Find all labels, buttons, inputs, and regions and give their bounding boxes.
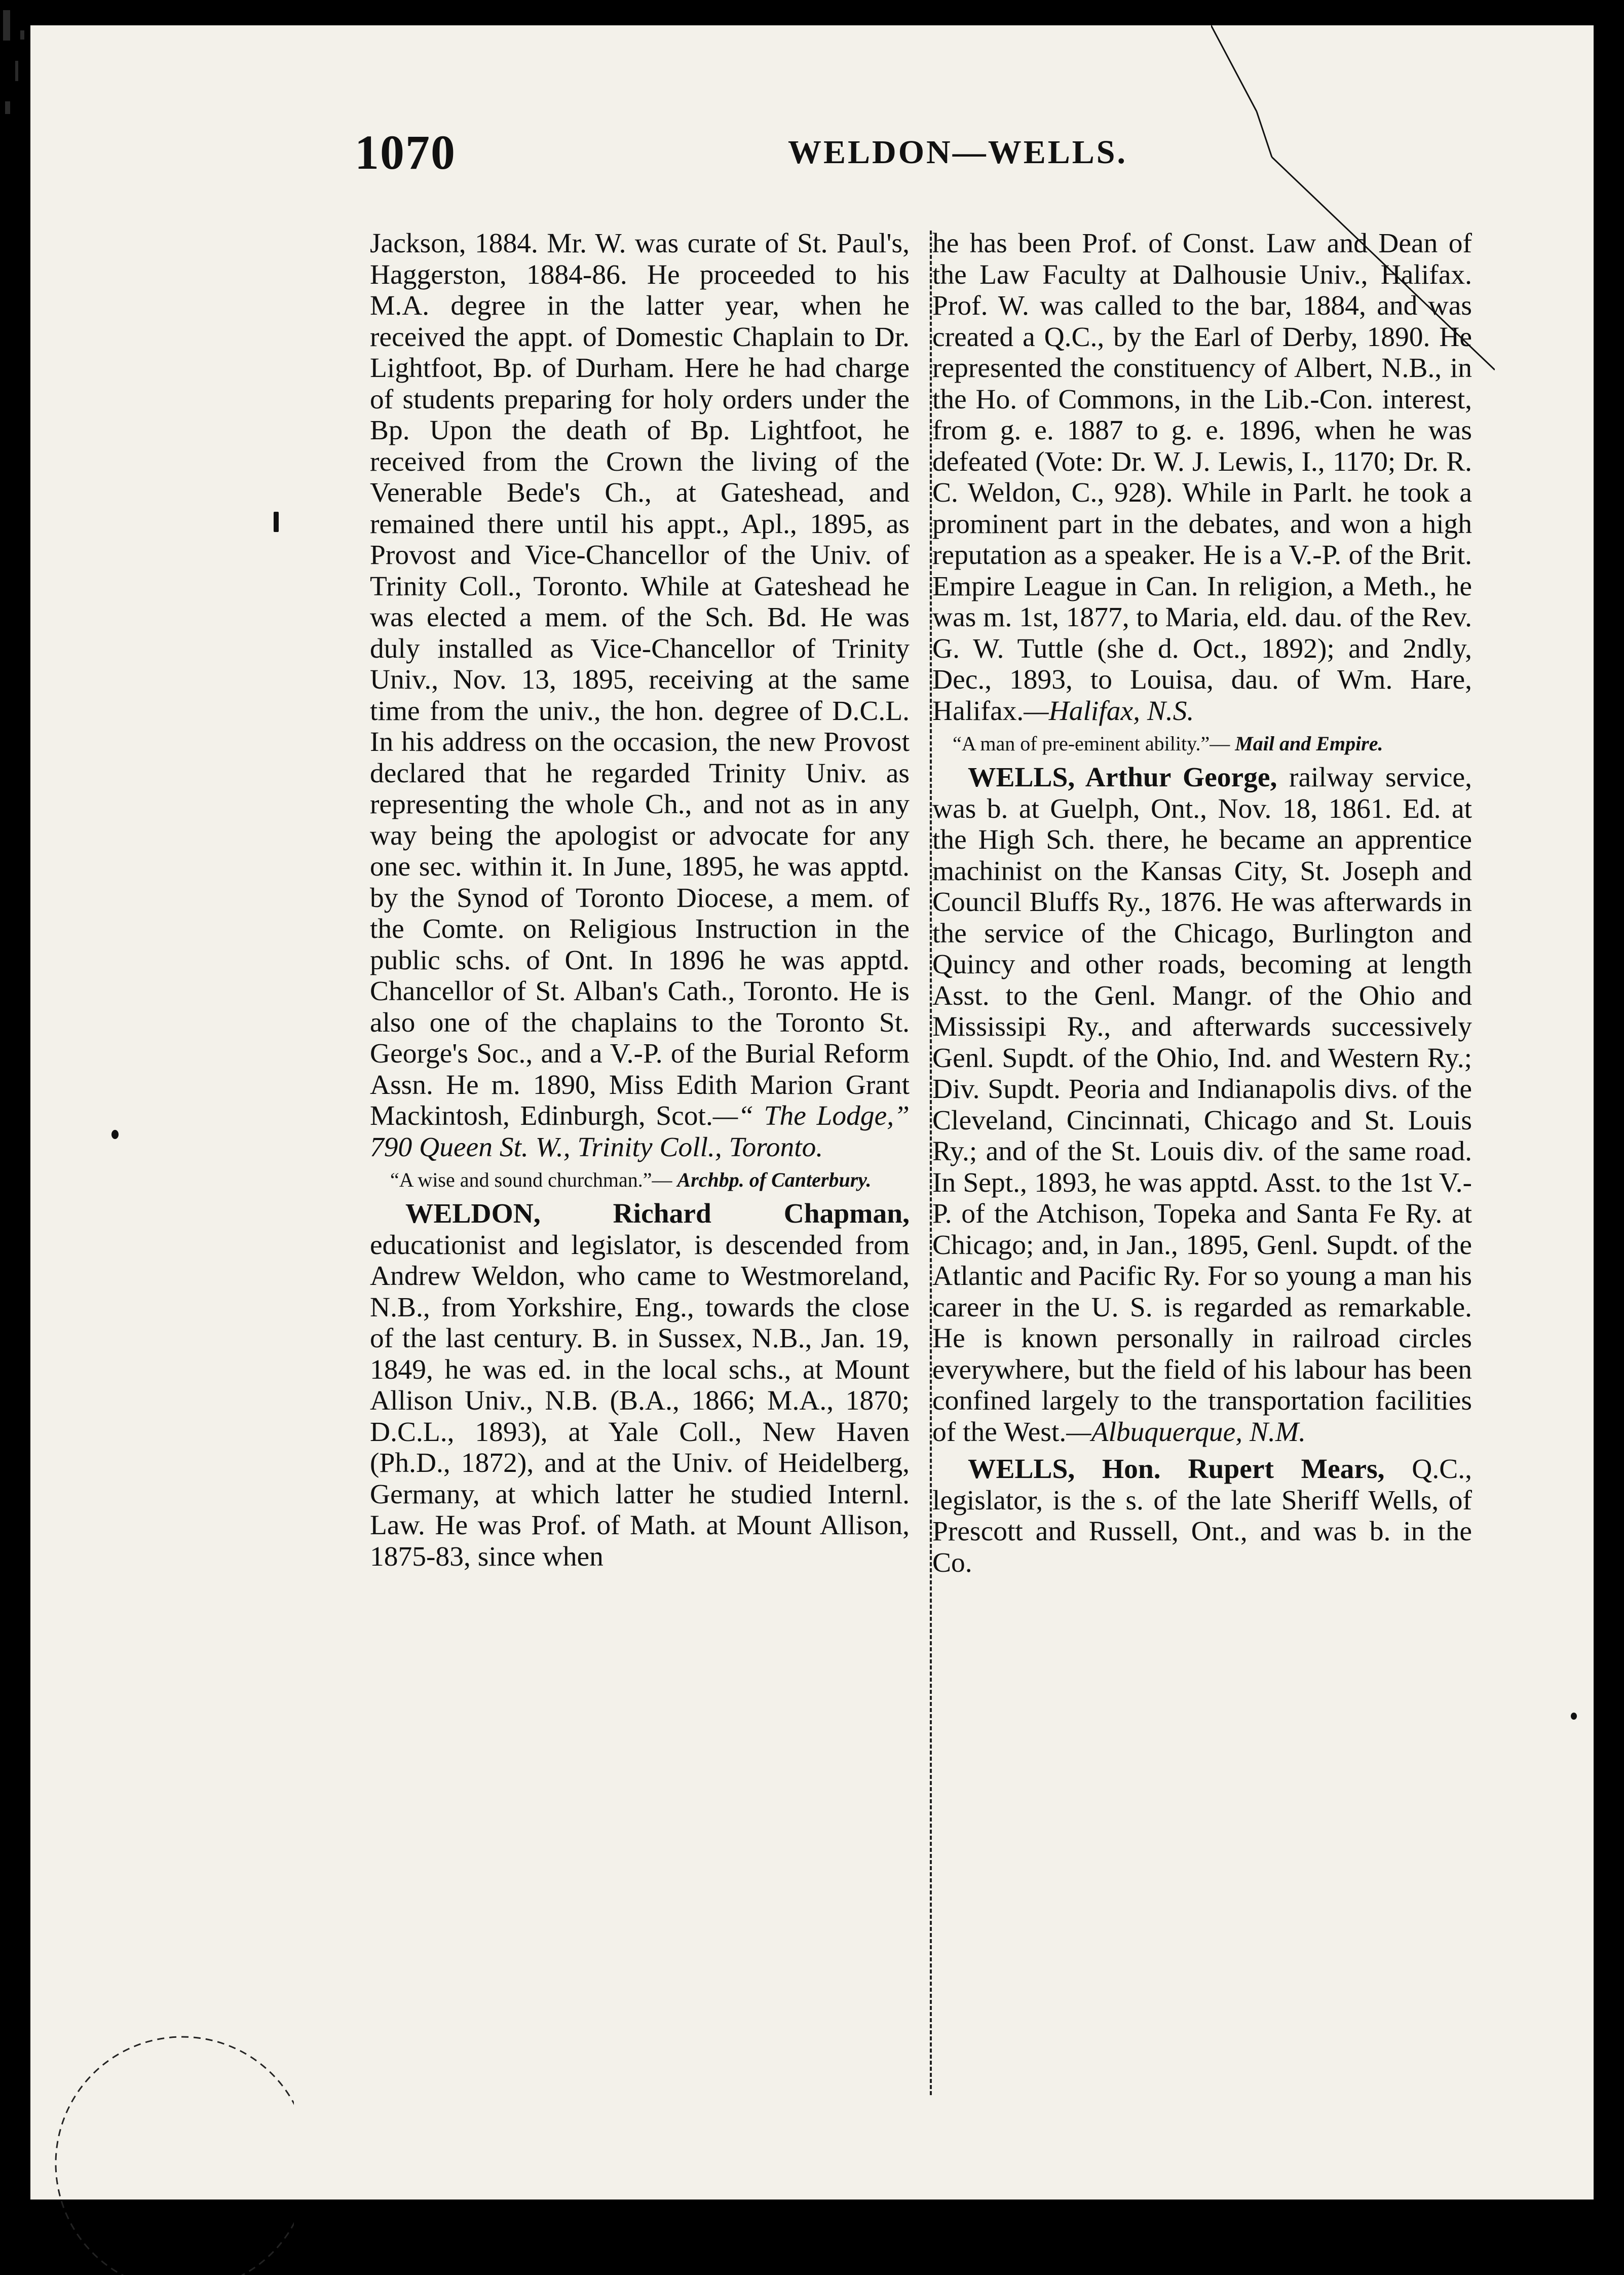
entry-wells-arthur-name: WELLS, Arthur George,: [968, 762, 1277, 793]
circular-stamp-mark: [30, 2012, 294, 2275]
entry-weldon: [370, 1198, 910, 1572]
left-entry-address: —“ The Lodge,” 790 Queen St. W., Trinity Coll., Toronto.: [370, 1101, 910, 1163]
left-column: [370, 228, 910, 1572]
left-quote: [370, 1168, 910, 1192]
entry-wells-arthur-text: railway service, was b. at Guelph, Ont., Nov. 18, 1861. Ed. at the High Sch. there, he became an apprentice machinist on the Kansas City, St. Joseph and Council Bluffs Ry., 1876. He was afterwards in the service of the Chicago, Burlington and Quincy and other roads, becoming at length Asst. to the Genl. Mangr. of the Ohio and Mississipi Ry., and afterwards successively Genl. Supdt. of the Ohio, Ind. and Western Ry.; Div. Supdt. Peoria and Indianapolis divs. of the Cleveland, Cincinnati, Chicago and St. Louis Ry.; and of the St. Louis div. of the same road. In Sept., 1893, he was apptd. Asst. to the 1st V.-P. of the Atchison, Topeka and Santa Fe Ry. at Chicago; and, in Jan., 1895, Genl. Supdt. of the Atlantic and Pacific Ry. For so young a man his career in the U. S. is regarded as remarkable. He is known personally in railroad circles everywhere, but the field of his labour has been confined largely to the transportation facilities of the West.: [932, 762, 1472, 1448]
entry-wells-rupert: [932, 1454, 1472, 1578]
left-quote-source: Archbp. of Canterbury.: [677, 1168, 872, 1191]
ink-speck: [274, 512, 279, 532]
running-head: WELDON—WELLS.: [788, 134, 1127, 171]
right-entry-address: —Halifax, N.S.: [1024, 695, 1194, 727]
entry-weldon-name: WELDON, Richard Chapman,: [405, 1198, 910, 1229]
document-page: [30, 25, 1594, 2200]
left-quote-text: “A wise and sound churchman.”—: [390, 1168, 672, 1191]
page-header: [355, 124, 1485, 195]
right-quote-text: “A man of pre-eminent ability.”—: [953, 732, 1230, 755]
left-entry-text: Jackson, 1884. Mr. W. was curate of St. Paul's, Haggerston, 1884-86. He proceeded to his M.A. degree in the latter year, when he received the appt. of Domestic Chaplain to Dr. Lightfoot, Bp. of Durham. Here he had charge of students preparing for holy orders under the Bp. Upon the death of Bp. Lightfoot, he received from the Crown the living of the Venerable Bede's Ch., at Gateshead, and remained there until his appt., Apl., 1895, as Provost and Vice-Chancellor of the Univ. of Trinity Coll., Toronto. While at Gateshead he was elected a mem. of the Sch. Bd. He was duly installed as Vice-Chancellor of Trinity Univ., Nov. 13, 1895, receiving at the same time from the univ., the hon. degree of D.C.L. In his address on the occasion, the new Provost declared that he regarded Trinity Univ. as representing the whole Ch., and not as in any way being the apologist or advocate for any one sec. within it. In June, 1895, he was apptd. by the Synod of Toronto Diocese, a mem. of the Comte. on Religious Instruction in the public schs. of Ont. In 1896 he was apptd. Chancellor of St. Alban's Cath., Toronto. He is also one of the chaplains to the Toronto St. George's Soc., and a V.-P. of the Burial Reform Assn. He m. 1890, Miss Edith Marion Grant Mackintosh, Edinburgh, Scot.: [370, 228, 910, 1131]
right-quote-source: Mail and Empire.: [1235, 732, 1383, 755]
left-entry-continuation: [370, 228, 910, 1163]
entry-wells-arthur: [932, 762, 1472, 1448]
page-number: 1070: [355, 125, 456, 179]
ink-speck: [1571, 1713, 1577, 1720]
entry-wells-rupert-text: Q.C., legislator, is the s. of the late Sheriff Wells, of Prescott and Russell, Ont., and was b. in the Co.: [932, 1454, 1472, 1578]
right-quote: [932, 732, 1472, 756]
entry-wells-rupert-name: WELLS, Hon. Rupert Mears,: [968, 1454, 1385, 1485]
entry-weldon-text: educationist and legislator, is descended from Andrew Weldon, who came to Westmoreland, N.B., from Yorkshire, Eng., towards the close of the last century. B. in Sussex, N.B., Jan. 19, 1849, he was ed. in the local schs., at Mount Allison Univ., N.B. (B.A., 1866; M.A., 1870; D.C.L., 1893), at Yale Coll., New Haven (Ph.D., 1872), and at the Univ. of Heidelberg, Germany, at which latter he studied Internl. Law. He was Prof. of Math. at Mount Allison, 1875-83, since when: [370, 1229, 910, 1572]
right-column: [932, 228, 1472, 1578]
right-entry-text: he has been Prof. of Const. Law and Dean of the Law Faculty at Dalhousie Univ., Halifax. Prof. W. was called to the bar, 1884, and was created a Q.C., by the Earl of Derby, 1890. He represented the constituency of Albert, N.B., in the Ho. of Commons, in the Lib.-Con. interest, from g. e. 1887 to g. e. 1896, when he was defeated (Vote: Dr. W. J. Lewis, I., 1170; Dr. R. C. Weldon, C., 928). While in Parlt. he took a prominent part in the debates, and won a high reputation as a speaker. He is a V.-P. of the Brit. Empire League in Can. In religion, a Meth., he was m. 1st, 1877, to Maria, eld. dau. of the Rev. G. W. Tuttle (she d. Oct., 1892); and 2ndly, Dec., 1893, to Louisa, dau. of Wm. Hare, Halifax.: [932, 228, 1472, 727]
ink-speck: [111, 1130, 119, 1139]
right-entry-continuation: [932, 228, 1472, 727]
entry-wells-arthur-address: —Albuquerque, N.M.: [1066, 1416, 1306, 1448]
